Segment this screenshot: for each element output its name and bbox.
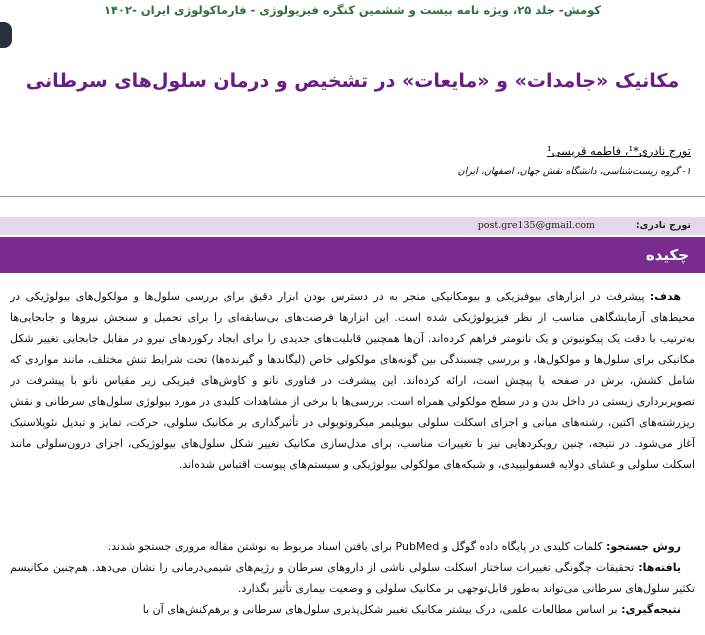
conclusion-text: بر اساس مطالعات علمی، درک بیشتر مکانیک تغییر شکل‌پذیری سلول‌های سرطانی و برهم‌کنش‌های آن با xyxy=(142,603,618,616)
article-title: مکانیک «جامدات» و «مایعات» در تشخیص و درمان سلول‌های سرطانی xyxy=(25,70,680,92)
conclusion-label: نتیجه‌گیری: xyxy=(621,603,681,616)
section-divider xyxy=(0,196,705,197)
abstract-heading-bar xyxy=(0,237,705,273)
abstract-heading: چکیده xyxy=(645,246,689,264)
method-text: کلمات کلیدی در پایگاه داده گوگل و PubMed برای یافتن اسناد مربوط به نوشتن مقاله مروری جستجو شدند. xyxy=(107,540,603,553)
goal-label: هدف: xyxy=(649,290,682,303)
article-authors: تورج نادری*¹، فاطمه قریسی¹ xyxy=(546,144,691,158)
findings-label: یافته‌ها: xyxy=(638,561,681,574)
abstract-body xyxy=(10,286,695,620)
abstract-conclusion xyxy=(10,599,695,620)
correspondence-label: تورج نادری: xyxy=(635,220,691,231)
correspondence-bar xyxy=(0,217,705,235)
abstract-findings xyxy=(10,557,695,599)
journal-header: کومش- جلد ۲۵، ویژه نامه بیست و ششمین کنگره فیزیولوژی - فارماکولوژی ایران -۱۴۰۲ xyxy=(104,3,601,17)
correspondence-email[interactable]: post.gre135@gmail.com xyxy=(477,220,595,231)
author-affiliation: ۱- گروه زیست‌شناسی، دانشگاه نقش جهان، اصفهان، ایران xyxy=(457,166,691,177)
goal-text: پیشرفت در ابزارهای بیوفیزیکی و بیومکانیکی منجر به در دسترس بودن ابزار دقیق برای بررسی سلول‌ها و مولکول‌های بیولوژیکی در محیط‌های آزمایشگاهی مناسب از نظر فیزیولوژیکی شده است. این ابزارها فرصت‌های بی‌سابقه‌ای را برای تحمیل و سنجش نیروها و جابجایی‌ها به‌ترتیب با دقت یک پیکونیوتن و یک نانومتر فراهم کرده‌اند. آن‌ها همچنین قابلیت‌های جدیدی را برای ایجاد رکوردهای نیرو در مقابل جابجایی تغییر شکل مکانیکی برای سلول‌ها و مولکول‌ها، و بررسی چسبندگی بین گونه‌های مولکولی خاص (لیگاندها و گیرنده‌ها) تحت شرایط تنش مختلف، مانند مواردی که شامل کشش، برش در صفحه یا پیچش است، ارائه کرده‌اند. این پیشرفت در فناوری نانو و کاوش‌های فیزیکی زیر مقیاس نانو با پیشرفت در تصویربرداری زیستی در داخل بدن و در سطح مولکولی همراه است. بررسی‌ها با برخی از مشاهدات کلیدی در مورد بیولوژی سلول‌های سرطانی و نقش ریزرشته‌های اکتین، رشته‌های میانی و اجزای اسکلت سلولی بیوپلیمر میکروتوبولی در تأثیرگذاری بر مکانیک سلولی، حرکت، تمایز و تبدیل نئوپلاستیک آغاز می‌شود. در نتیجه، چنین رویکردهایی نیز با تغییرات مناسب، برای مدل‌سازی مکانیک تغییر شکل سلول‌های بیولوژیکی، اجزای درون‌سلولی مانند اسکلت سلولی و غشای دولایه فسفولیپیدی، و شبکه‌های مولکولی بیولوژیکی و سیستم‌های پیوست اقتباس شده‌اند. xyxy=(10,290,695,471)
abstract-method xyxy=(10,536,695,557)
sidebar-tab-handle[interactable] xyxy=(0,22,12,48)
abstract-goal xyxy=(10,286,695,536)
findings-text: تحقیقات چگونگی تغییرات ساختار اسکلت سلولی ناشی از داروهای سرطان و رژیم‌های شیمی‌درمانی را نشان می‌دهد. هم‌چنین مکانیسم تکثیر سلول‌های سرطانی می‌تواند به‌طور قابل‌توجهی بر مکانیک سلولی و وضعیت بیماری تأثیر بگذارد. xyxy=(10,561,695,595)
method-label: روش جستجو: xyxy=(605,540,681,553)
